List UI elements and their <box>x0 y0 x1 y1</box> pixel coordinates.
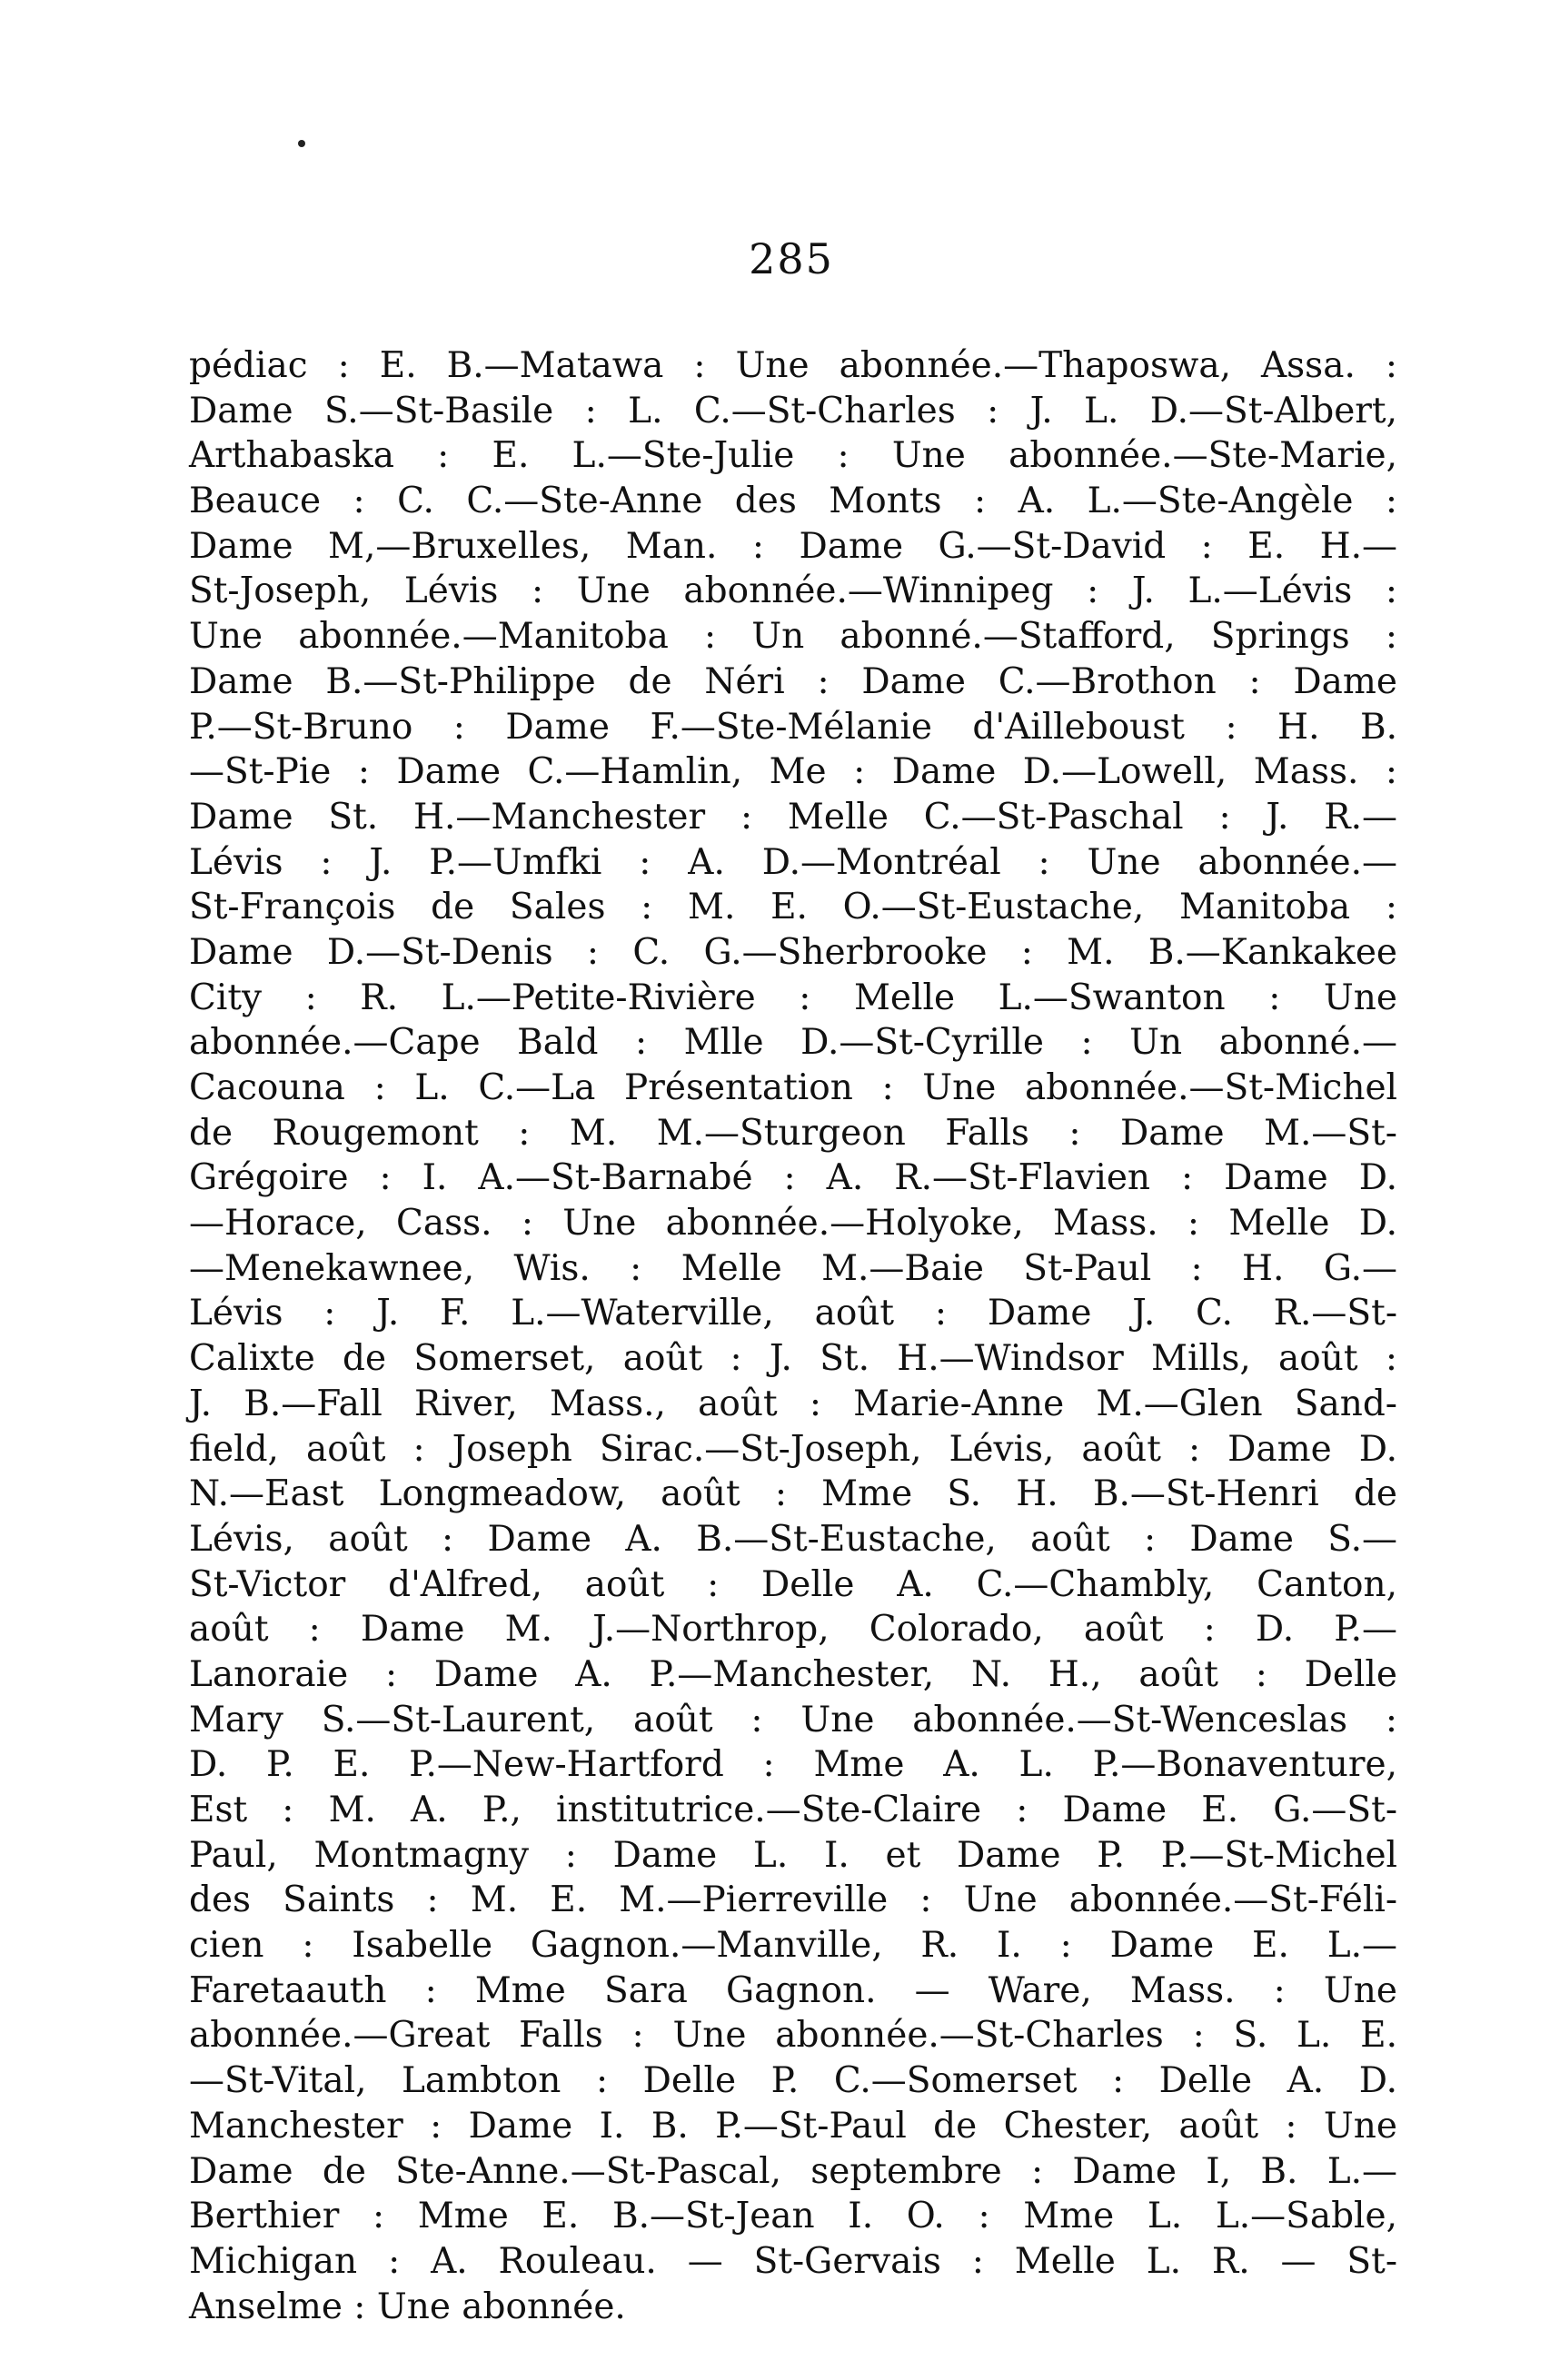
text-line: Michigan : A. Rouleau. — St-Gervais : Melle L. R. — St- <box>189 2240 1397 2282</box>
text-line: St-Joseph, Lévis : Une abonnée.—Winnipeg : J. L.—Lévis : <box>189 570 1397 612</box>
text-line: de Rougemont : M. M.—Sturgeon Falls : Dame M.—St- <box>189 1112 1397 1154</box>
text-line: Est : M. A. P., institutrice.—Ste-Claire : Dame E. G.—St- <box>189 1790 1397 1830</box>
text-line: D. P. E. P.—New-Hartford : Mme A. L. P.—Bonaventure, <box>189 1744 1397 1786</box>
body-text <box>189 343 1397 2329</box>
text-line: août : Dame M. J.—Northrop, Colorado, août : D. P.— <box>189 1609 1397 1651</box>
text-line: Dame M,—Bruxelles, Man. : Dame G.—St-David : E. H.— <box>189 525 1397 567</box>
text-line: abonnée.—Great Falls : Une abonnée.—St-Charles : S. L. E. <box>189 2015 1397 2057</box>
text-line: Grégoire : I. A.—St-Barnabé : A. R.—St-Flavien : Dame D. <box>189 1157 1397 1199</box>
text-line: Cacouna : L. C.—La Présentation : Une abonnée.—St-Michel <box>189 1067 1397 1108</box>
text-line: —Horace, Cass. : Une abonnée.—Holyoke, Mass. : Melle D. <box>189 1203 1397 1245</box>
text-line: —Menekawnee, Wis. : Melle M.—Baie St-Paul : H. G.— <box>189 1247 1397 1289</box>
page-number: 285 <box>749 234 834 283</box>
text-line: des Saints : M. E. M.—Pierreville : Une abonnée.—St-Féli- <box>189 1879 1397 1921</box>
text-line: field, août : Joseph Sirac.—St-Joseph, Lévis, août : Dame D. <box>189 1428 1397 1470</box>
text-line: P.—St-Bruno : Dame F.—Ste-Mélanie d'Ailleboust : H. B. <box>189 706 1397 748</box>
text-line: cien : Isabelle Gagnon.—Manville, R. I. : Dame E. L.— <box>189 1925 1397 1967</box>
text-line: N.—East Longmeadow, août : Mme S. H. B.—St-Henri de <box>189 1473 1397 1515</box>
text-line: St-Victor d'Alfred, août : Delle A. C.—Chambly, Canton, <box>189 1563 1397 1605</box>
text-line: Dame B.—St-Philippe de Néri : Dame C.—Brothon : Dame <box>189 660 1397 702</box>
text-line: pédiac : E. B.—Matawa : Une abonnée.—Thaposwa, Assa. : <box>189 345 1397 386</box>
text-line: J. B.—Fall River, Mass., août : Marie-Anne M.—Glen Sand- <box>189 1383 1397 1424</box>
text-line: Une abonnée.—Manitoba : Un abonné.—Stafford, Springs : <box>189 616 1397 658</box>
text-line: Dame S.—St-Basile : L. C.—St-Charles : J. L. D.—St-Albert, <box>189 390 1397 431</box>
text-line: Manchester : Dame I. B. P.—St-Paul de Chester, août : Une <box>189 2105 1397 2147</box>
text-line: Dame D.—St-Denis : C. G.—Sherbrooke : M. B.—Kankakee <box>189 931 1397 973</box>
text-line: Dame St. H.—Manchester : Melle C.—St-Paschal : J. R.— <box>189 796 1397 838</box>
text-line: Lévis : J. F. L.—Waterville, août : Dame J. C. R.—St- <box>189 1293 1397 1334</box>
text-line: Beauce : C. C.—Ste-Anne des Monts : A. L.—Ste-Angèle : <box>189 481 1397 522</box>
text-line: City : R. L.—Petite-Rivière : Melle L.—Swanton : Une <box>189 977 1397 1018</box>
ink-speck <box>298 140 305 147</box>
text-line: Paul, Montmagny : Dame L. I. et Dame P. P.—St-Michel <box>189 1834 1397 1876</box>
text-line: Faretaauth : Mme Sara Gagnon. — Ware, Mass. : Une <box>189 1969 1397 2011</box>
text-line: Lévis : J. P.—Umfki : A. D.—Montréal : Une abonnée.— <box>189 841 1397 883</box>
text-line: Dame de Ste-Anne.—St-Pascal, septembre : Dame I, B. L.— <box>189 2150 1397 2192</box>
text-line: St-François de Sales : M. E. O.—St-Eustache, Manitoba : <box>189 887 1397 928</box>
text-line: Berthier : Mme E. B.—St-Jean I. O. : Mme L. L.—Sable, <box>189 2196 1397 2237</box>
text-line: Arthabaska : E. L.—Ste-Julie : Une abonnée.—Ste-Marie, <box>189 435 1397 477</box>
text-line: Anselme : Une abonnée. <box>189 2286 626 2327</box>
text-line: Lévis, août : Dame A. B.—St-Eustache, août : Dame S.— <box>189 1518 1397 1560</box>
text-line: —St-Pie : Dame C.—Hamlin, Me : Dame D.—Lowell, Mass. : <box>189 751 1397 793</box>
text-line: Mary S.—St-Laurent, août : Une abonnée.—St-Wenceslas : <box>189 1699 1397 1740</box>
text-line: Calixte de Somerset, août : J. St. H.—Windsor Mills, août : <box>189 1338 1397 1380</box>
text-line: —St-Vital, Lambton : Delle P. C.—Somerset : Delle A. D. <box>189 2060 1397 2102</box>
text-line: Lanoraie : Dame A. P.—Manchester, N. H., août : Delle <box>189 1653 1397 1695</box>
text-line: abonnée.—Cape Bald : Mlle D.—St-Cyrille : Un abonné.— <box>189 1022 1397 1064</box>
